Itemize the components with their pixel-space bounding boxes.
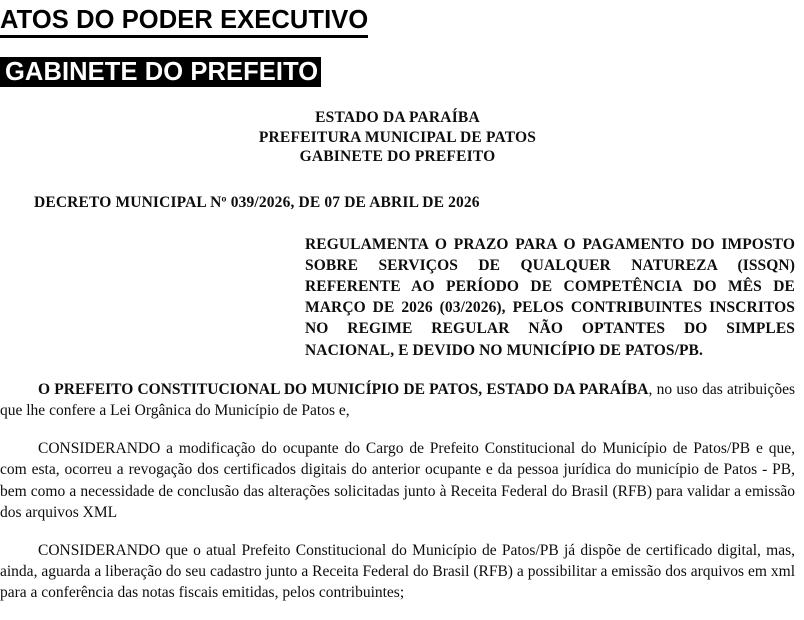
considerando-paragraph-2: CONSIDERANDO que o atual Prefeito Constitucional do Município de Patos/PB já dispõe de certificado digital, mas, ainda, aguarda a liberação do seu cadastro junto a Receita Federal do Brasil (RFB) a possibilitar a emissão dos arquivos em xml para a conferência das notas fiscais emitidas, pelos contribuintes; [0,541,795,602]
preamble-bold-lead: O PREFEITO CONSTITUCIONAL DO MUNICÍPIO DE PATOS, ESTADO DA PARAÍBA [38,380,649,398]
institutional-header-office: GABINETE DO PREFEITO [299,148,496,165]
institutional-header-state: ESTADO DA PARAÍBA [315,109,480,126]
preamble-rest: , no uso das atribuições que lhe confere a Lei Orgânica do Município de Patos e, [0,380,796,419]
decree-body [0,108,795,604]
section-header-executive-acts: ATOS DO PODER EXECUTIVO [0,7,368,38]
institutional-header-municipality: PREFEITURA MUNICIPAL DE PATOS [258,128,537,146]
institutional-header [0,108,795,167]
section-header-mayor-office: GABINETE DO PREFEITO [0,57,321,87]
decree-title: DECRETO MUNICIPAL Nº 039/2026, DE 07 DE ABRIL DE 2026 [34,193,480,211]
considerando-paragraph-1: CONSIDERANDO a modificação do ocupante do Cargo de Prefeito Constitucional do Município de Patos/PB e que, com esta, ocorreu a revogação dos certificados digitais do anterior ocupante e da pessoa jurídica do município de Patos - PB, bem como a necessidade de conclusão das alterações solicitadas junto à Receita Federal do Brasil (RFB) para validar a emissão dos arquivos XML [0,440,795,521]
decree-summary: REGULAMENTA O PRAZO PARA O PAGAMENTO DO IMPOSTO SOBRE SERVIÇOS DE QUALQUER NATUREZA (ISSQN) REFERENTE AO PERÍODO DE COMPETÊNCIA DO MÊS DE MARÇO DE 2026 (03/2026), PELOS CONTRIBUINTES INSCRITOS NO REGIME REGULAR NÃO OPTANTES DO SIMPLES NACIONAL, E DEVIDO NO MUNICÍPIO DE PATOS/PB. [305,235,795,359]
preamble-paragraph [0,379,795,421]
